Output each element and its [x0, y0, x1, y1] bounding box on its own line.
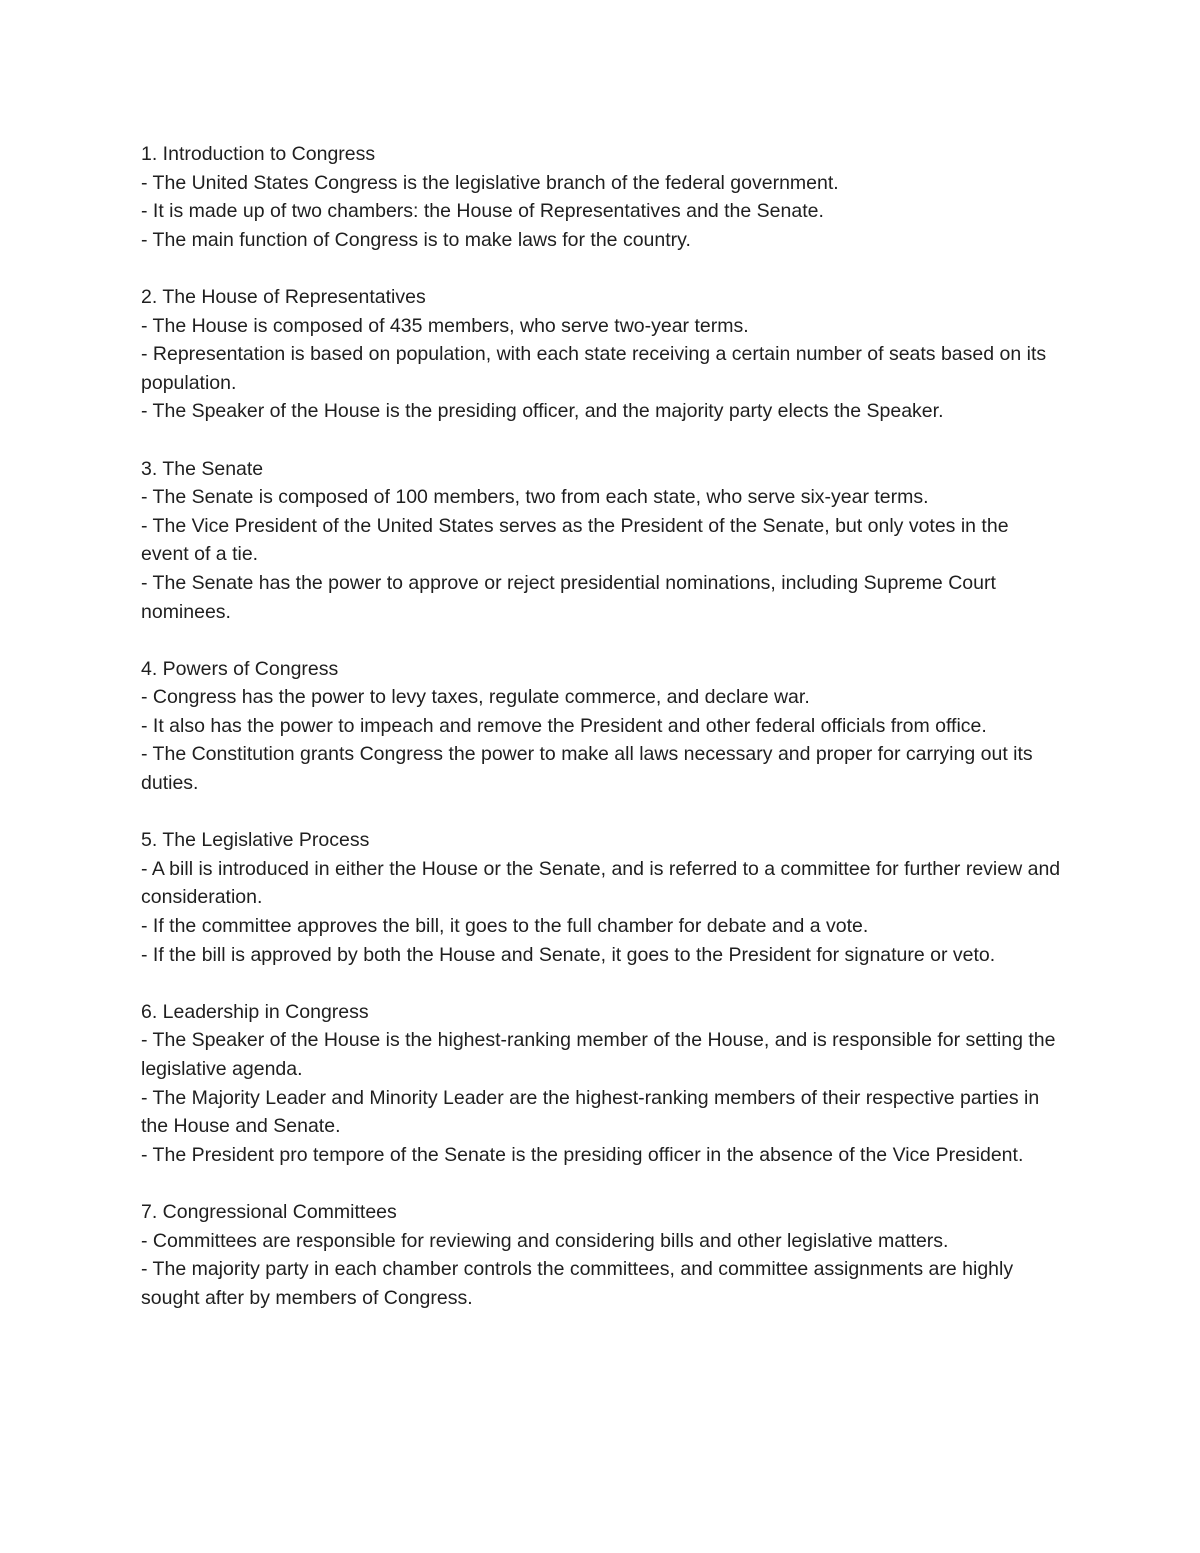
- bullet-line: - The Vice President of the United States serves as the President of the Senate, but only votes in the event of a tie.: [141, 514, 1009, 566]
- bullet-line: - Representation is based on population, with each state receiving a certain number of seats based on its population.: [141, 343, 1047, 394]
- section-heading: 6. Leadership in Congress: [141, 1000, 369, 1023]
- bullet-line: - It also has the power to impeach and remove the President and other federal officials from office.: [141, 714, 987, 737]
- section-heading: 2. The House of Representatives: [141, 285, 426, 308]
- bullet-line: - The Speaker of the House is the presiding officer, and the majority party elects the Speaker.: [141, 400, 944, 423]
- section-heading: 4. Powers of Congress: [141, 657, 339, 680]
- bullet-line: - If the committee approves the bill, it goes to the full chamber for debate and a vote.: [141, 915, 869, 938]
- section-heading: 3. The Senate: [141, 457, 264, 480]
- bullet-line: - Committees are responsible for reviewing and considering bills and other legislative matters.: [141, 1229, 949, 1252]
- section-house: [141, 283, 1061, 426]
- bullet-line: - The Senate is composed of 100 members, two from each state, who serve six-year terms.: [141, 486, 929, 509]
- section-committees: [141, 1198, 1061, 1312]
- bullet-line: - It is made up of two chambers: the House of Representatives and the Senate.: [141, 200, 824, 223]
- section-senate: [141, 455, 1061, 627]
- bullet-line: - If the bill is approved by both the House and Senate, it goes to the President for signature or veto.: [141, 943, 996, 966]
- section-heading: 7. Congressional Committees: [141, 1200, 397, 1223]
- bullet-line: - The Majority Leader and Minority Leader are the highest-ranking members of their respective parties in the House and Senate.: [141, 1086, 1040, 1138]
- bullet-line: - The House is composed of 435 members, who serve two-year terms.: [141, 314, 749, 337]
- section-legislative-process: [141, 826, 1061, 969]
- bullet-line: - The Speaker of the House is the highest-ranking member of the House, and is responsible for setting the legislative agenda.: [141, 1029, 1056, 1080]
- section-powers: [141, 655, 1061, 798]
- bullet-line: - The Senate has the power to approve or reject presidential nominations, including Supreme Court nominees.: [141, 571, 996, 623]
- bullet-line: - The Constitution grants Congress the power to make all laws necessary and proper for carrying out its duties.: [141, 743, 1033, 795]
- bullet-line: - Congress has the power to levy taxes, regulate commerce, and declare war.: [141, 686, 810, 709]
- section-heading: 5. The Legislative Process: [141, 829, 370, 852]
- bullet-line: - The majority party in each chamber controls the committees, and committee assignments are highly sought after by members of Congress.: [141, 1258, 1014, 1309]
- section-heading: 1. Introduction to Congress: [141, 143, 376, 165]
- bullet-line: - The President pro tempore of the Senate is the presiding officer in the absence of the Vice President.: [141, 1143, 1024, 1166]
- document-body: [141, 140, 1061, 1341]
- section-introduction: [141, 140, 1061, 254]
- bullet-line: - A bill is introduced in either the House or the Senate, and is referred to a committee for further review and consideration.: [141, 857, 1061, 909]
- bullet-line: - The main function of Congress is to make laws for the country.: [141, 228, 691, 251]
- bullet-line: - The United States Congress is the legislative branch of the federal government.: [141, 171, 839, 194]
- section-leadership: [141, 998, 1061, 1170]
